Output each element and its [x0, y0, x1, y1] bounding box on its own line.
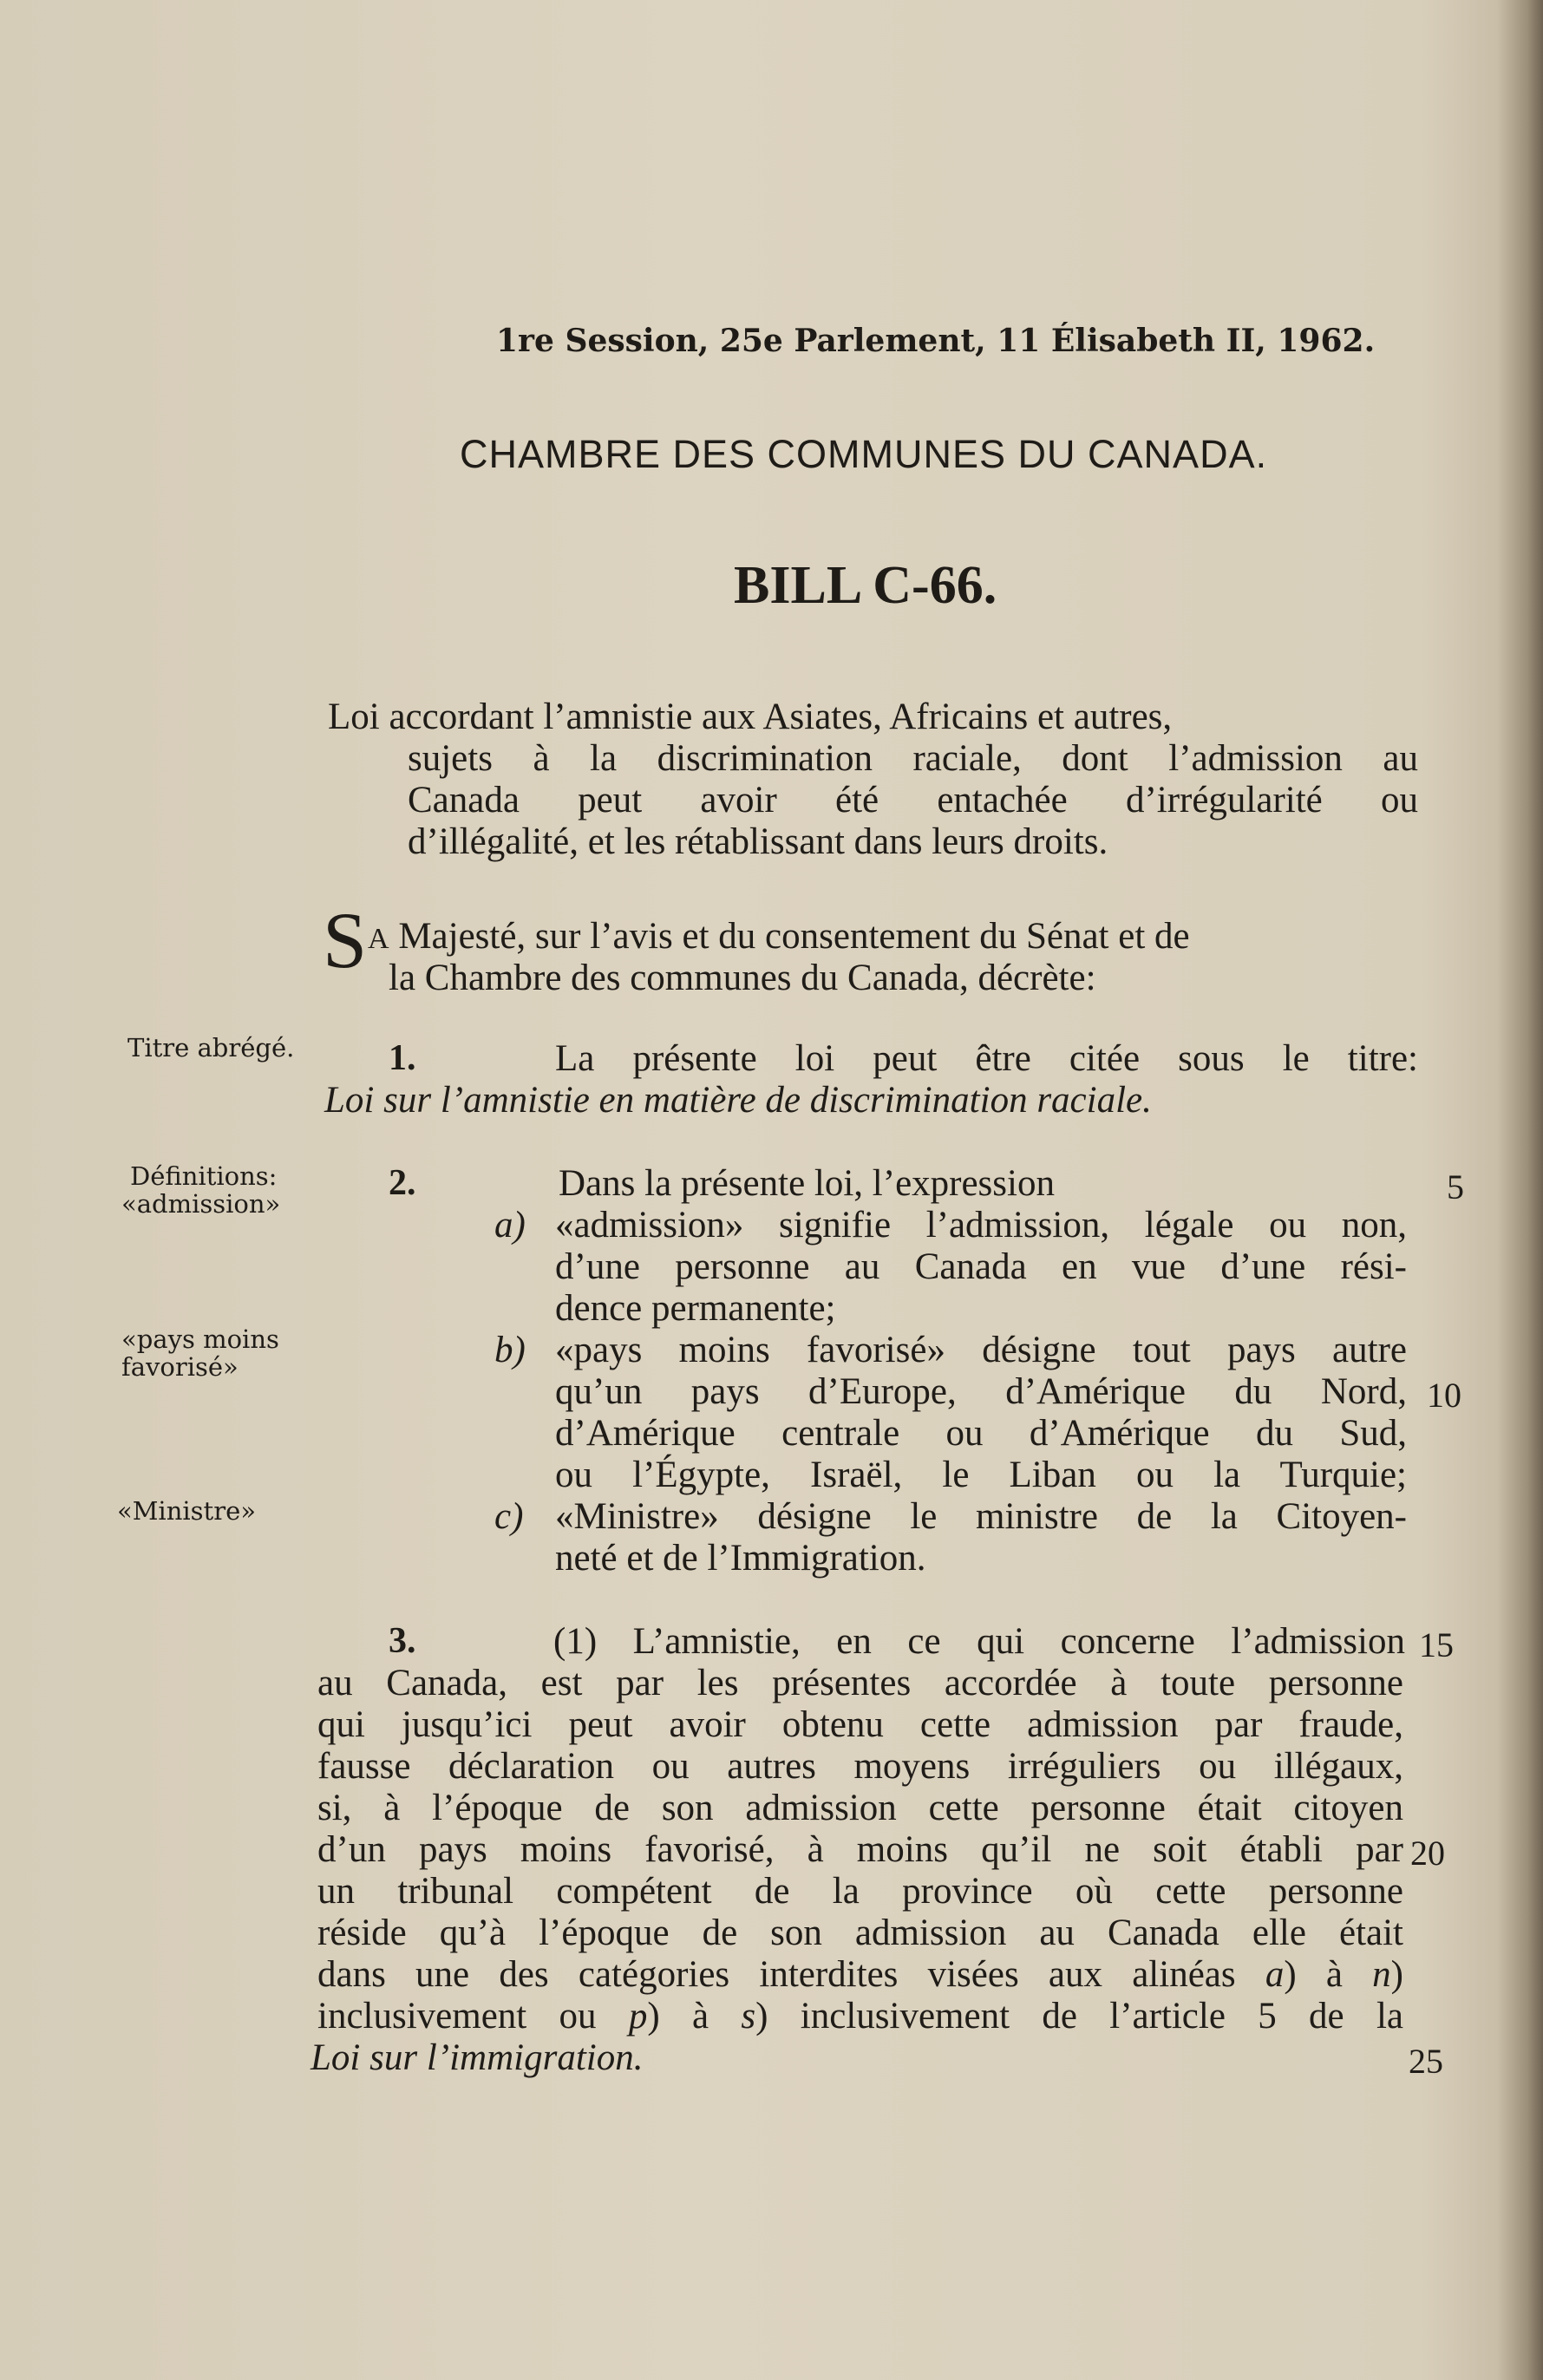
act-title-text: Loi sur l’immigration.	[311, 2037, 644, 2078]
house-name: CHAMBRE DES COMMUNES DU CANADA.	[460, 432, 1268, 476]
section-line: (1) L’amnistie, en ce qui concerne l’admission	[553, 1621, 1405, 1662]
section-line: au Canada, est par les présentes accordée à toute personne	[317, 1663, 1403, 1703]
section-line: inclusivement ou p) à s) inclusivement de l’article 5 de la	[317, 1996, 1403, 2037]
long-title-line: Loi accordant l’amnistie aux Asiates, Africains et autres,	[328, 696, 1173, 737]
section-line: qui jusqu’ici peut avoir obtenu cette admission par fraude,	[317, 1704, 1403, 1745]
enactment-line: la Chambre des communes du Canada, décrète:	[389, 958, 1096, 998]
line-number: 20	[1410, 1834, 1445, 1873]
enactment-line	[368, 915, 1190, 958]
line-number: 5	[1447, 1167, 1464, 1206]
bill-number: BILL C-66.	[734, 556, 997, 615]
definition-line: neté et de l’Immigration.	[555, 1538, 926, 1579]
definition-line: qu’un pays d’Europe, d’Amérique du Nord,	[555, 1371, 1407, 1412]
section-number: 3.	[389, 1621, 416, 1661]
paragraph-label: a)	[494, 1205, 526, 1246]
section-line	[324, 1079, 1152, 1121]
paragraph-label: c)	[494, 1496, 524, 1537]
section-number: 1.	[389, 1038, 416, 1078]
definition-line: dence permanente;	[555, 1288, 836, 1329]
margin-note-pays: «pays moins	[121, 1324, 279, 1354]
section-line: Dans la présente loi, l’expression	[559, 1163, 1055, 1204]
section-line: fausse déclaration ou autres moyens irréguliers ou illégaux,	[317, 1746, 1403, 1787]
section-number: 2.	[389, 1163, 416, 1203]
definition-line: «Ministre» désigne le ministre de la Citoyen-	[555, 1496, 1407, 1537]
definition-line: «admission» signifie l’admission, légale ou non,	[555, 1205, 1407, 1246]
margin-note-pays: favorisé»	[121, 1352, 239, 1382]
long-title-line: d’illégalité, et les rétablissant dans leurs droits.	[408, 821, 1108, 862]
short-title-text: Loi sur l’amnistie en matière de discrimination raciale.	[324, 1080, 1152, 1121]
section-line: un tribunal compétent de la province où cette personne	[317, 1871, 1403, 1912]
margin-note-admission: «admission»	[121, 1189, 281, 1219]
section-line: si, à l’époque de son admission cette personne était citoyen	[317, 1788, 1403, 1828]
section-line	[311, 2037, 643, 2079]
long-title-line: sujets à la discrimination raciale, dont l’admission au	[408, 738, 1418, 779]
margin-note-definitions: Définitions:	[130, 1161, 278, 1191]
enactment-rest: Majesté, sur l’avis et du consentement du Sénat et de	[389, 916, 1190, 957]
definition-line: d’une personne au Canada en vue d’une rési-	[555, 1246, 1407, 1287]
section-line: La présente loi peut être citée sous le titre:	[555, 1038, 1418, 1079]
session-header: 1re Session, 25e Parlement, 11 Élisabeth II, 1962.	[496, 323, 1376, 359]
section-line: d’un pays moins favorisé, à moins qu’il ne soit établi par	[317, 1829, 1403, 1870]
line-number: 15	[1419, 1625, 1454, 1664]
section-line: dans une des catégories interdites visées aux alinéas a) à n)	[317, 1954, 1403, 1995]
section-line: réside qu’à l’époque de son admission au Canada elle était	[317, 1912, 1403, 1953]
definition-line: ou l’Égypte, Israël, le Liban ou la Turquie;	[555, 1455, 1407, 1495]
definition-line: d’Amérique centrale ou d’Amérique du Sud,	[555, 1413, 1407, 1454]
definition-line: «pays moins favorisé» désigne tout pays autre	[555, 1330, 1407, 1370]
long-title-line: Canada peut avoir été entachée d’irrégularité ou	[408, 780, 1418, 821]
line-number: 25	[1409, 2042, 1443, 2081]
margin-note-ministre: «Ministre»	[117, 1496, 256, 1526]
small-cap: A	[368, 923, 389, 955]
line-number: 10	[1427, 1376, 1461, 1415]
drop-cap: S	[323, 896, 368, 984]
paragraph-label: b)	[494, 1330, 526, 1370]
margin-note-short-title: Titre abrégé.	[127, 1033, 295, 1062]
